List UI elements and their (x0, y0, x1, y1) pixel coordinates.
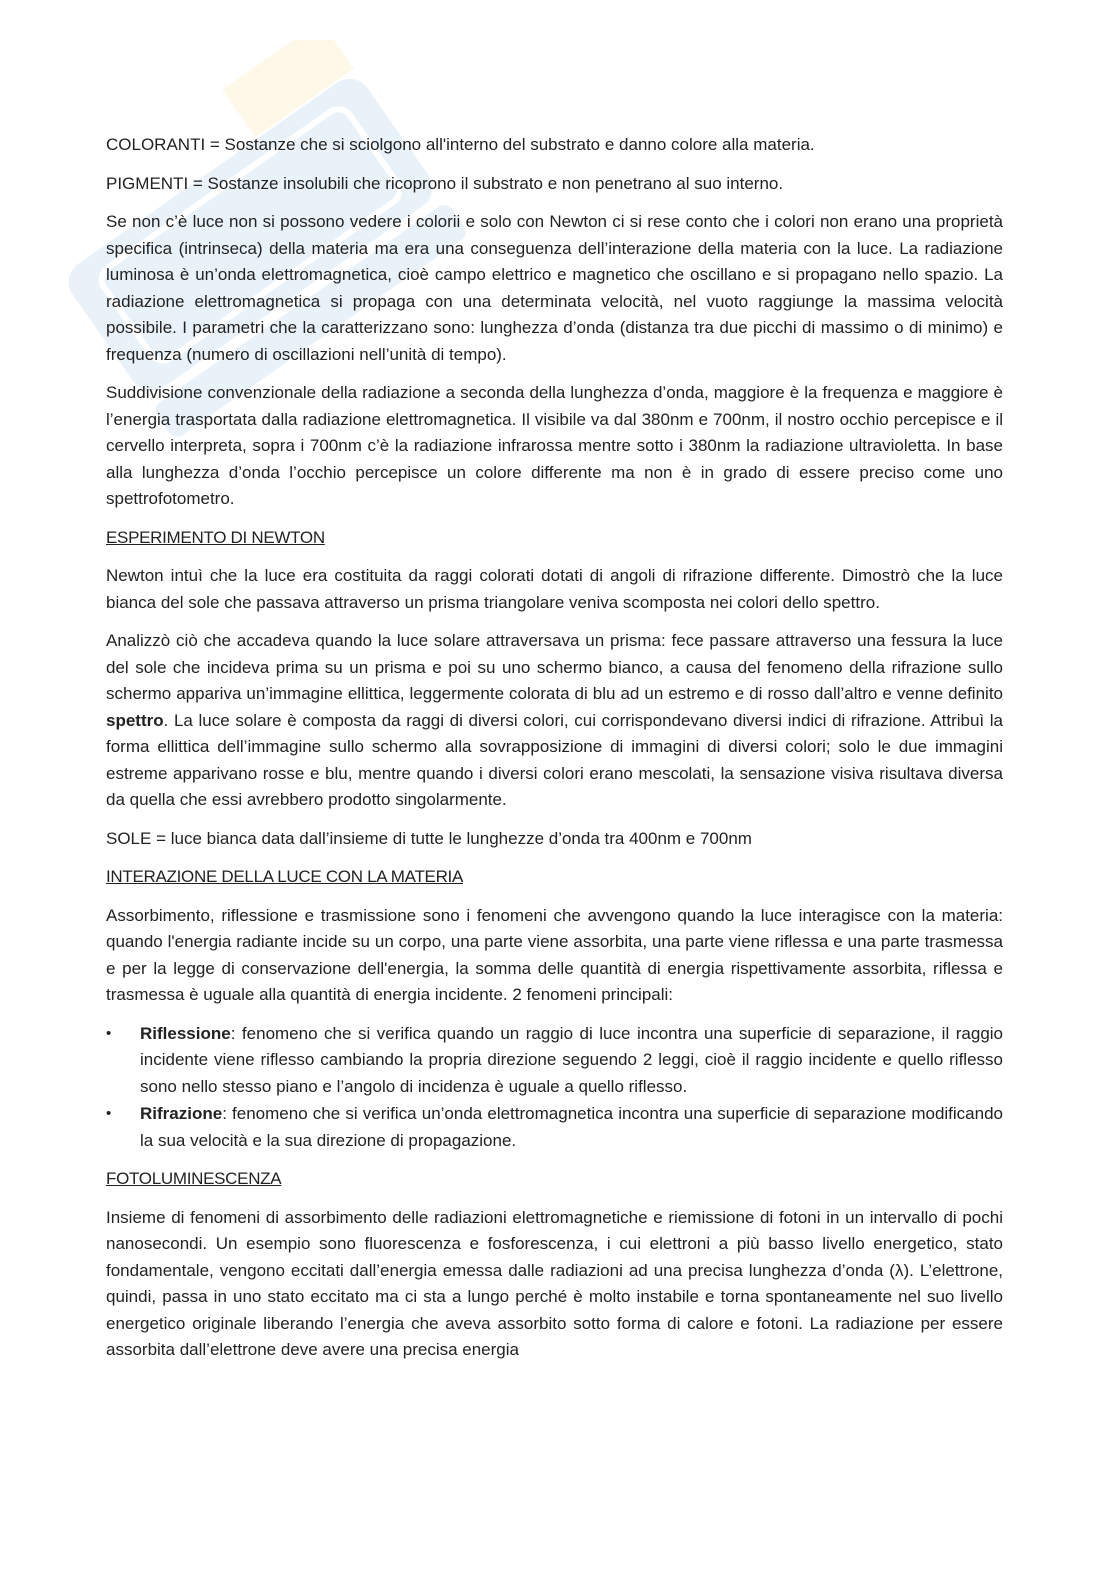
newton-paragraph-1: Newton intuì che la luce era costituita da raggi colorati dotati di angoli di rifrazione differente. Dimostrò che la luce bianca del sole che passava attraverso un prisma triangolare veniva scomposta nei colori dello spettro. (106, 566, 1003, 612)
list-item-rifrazione (106, 1101, 1003, 1154)
list-item-riflessione (106, 1021, 1003, 1101)
newton-p2-after: . La luce solare è composta da raggi di diversi colori, cui corrispondevano diversi indici di rifrazione. Attribuì la forma ellittica dell’immagine sullo schermo alla sovrapposizione di immagini di diversi colori; solo le due immagini estreme apparivano rosse e blu, mentre quando i diversi colori erano mescolati, la sensazione visiva risultava diversa da quella che essi avrebbero prodotto singolarmente. (106, 710, 1003, 809)
interazione-paragraph: Assorbimento, riflessione e trasmissione sono i fenomeni che avvengono quando la luce interagisce con la materia: quando l'energia radiante incide su un corpo, una parte viene assorbita, una parte viene riflessa e una parte trasmessa e per la legge di conservazione dell'energia, la somma delle quantità di energia rispettivamente assorbita, riflessa e trasmessa è uguale alla quantità di energia incidente. 2 fenomeni principali: (106, 905, 1003, 1004)
bullet-icon: • (106, 1105, 112, 1122)
luce-paragraph: Se non c’è luce non si possono vedere i colorii e solo con Newton ci si rese conto che i colori non erano una proprietà specifica (intrinseca) della materia ma era una conseguenza dell’interazione della materia con la luce. La radiazione luminosa è un’onda elettromagnetica, cioè campo elettrico e magnetico che oscillano e si propagano nello spazio. La radiazione elettromagnetica si propaga con una determinata velocità, nel vuoto raggiunge la massima velocità possibile. I parametri che la caratterizzano sono: lunghezza d’onda (distanza tra due picchi di massimo o di minimo) e frequenza (numero di oscillazioni nell’unità di tempo). (106, 212, 1003, 364)
section-heading-newton: ESPERIMENTO DI NEWTON (106, 527, 325, 547)
term-riflessione: Riflessione (140, 1023, 231, 1043)
section-heading-fotoluminescenza: FOTOLUMINESCENZA (106, 1169, 282, 1188)
newton-paragraph-2 (106, 628, 1003, 814)
phenomena-list (106, 1021, 1003, 1155)
newton-p2-before: Analizzò ciò che accadeva quando la luce solare attraversava un prisma: fece passare attraverso una fessura la luce del sole che incideva prima su un prisma e poi su uno schermo bianco, a causa del fenomeno della rifrazione sullo schermo appariva un’immagine ellittica, leggermente colorata di blu ad un estremo e di rosso dall’altro e venne definito (106, 631, 1003, 703)
bullet-icon: • (106, 1024, 112, 1042)
section-heading-interazione: INTERAZIONE DELLA LUCE CON LA MATERIA (106, 867, 464, 886)
document-page (106, 132, 1003, 1376)
riflessione-text: : fenomeno che si verifica quando un raggio di luce incontra una superficie di separazione, il raggio incidente viene riflesso cambiando la propria direzione seguendo 2 leggi, cioè il raggio incidente e quello riflesso sono nello stesso piano e l’angolo di incidenza è uguale a quello riflesso. (140, 1023, 1003, 1096)
coloranti-definition: COLORANTI = Sostanze che si sciolgono all'interno del substrato e danno colore alla materia. (106, 135, 815, 154)
sole-definition: SOLE = luce bianca data dall’insieme di tutte le lunghezze d’onda tra 400nm e 700nm (106, 828, 752, 848)
fotoluminescenza-paragraph: Insieme di fenomeni di assorbimento delle radiazioni elettromagnetiche e riemissione di fotoni in un intervallo di pochi nanosecondi. Un esempio sono fluorescenza e fosforescenza, i cui elettroni a più basso livello energetico, stato fondamentale, vengono eccitati dall’energia emessa dalle radiazioni ad una precisa lunghezza d’onda (λ). L’elettrone, quindi, passa in uno stato eccitato ma ci sta a lungo perché è molto instabile e torna spontaneamente nel suo livello energetico originale liberando l’energia che aveva assorbito sotto forma di calore e fotoni. La radiazione per essere assorbita dall’elettrone deve avere una precisa energia (106, 1207, 1003, 1359)
term-spettro: spettro (106, 710, 164, 730)
rifrazione-text: : fenomeno che si verifica un’onda elettromagnetica incontra una superficie di separazione modificando la sua velocità e la sua direzione di propagazione. (140, 1104, 1003, 1150)
term-rifrazione: Rifrazione (140, 1104, 223, 1123)
suddivisione-paragraph: Suddivisione convenzionale della radiazione a seconda della lunghezza d’onda, maggiore è la frequenza e maggiore è l’energia trasportata dalla radiazione elettromagnetica. Il visibile va dal 380nm e 700nm, il nostro occhio percepisce e il cervello interpreta, sopra i 700nm c’è la radiazione infrarossa mentre sotto i 380nm la radiazione ultravioletta. In base alla lunghezza d’onda l’occhio percepisce un colore differente ma non è in grado di essere preciso come uno spettrofotometro. (106, 383, 1003, 508)
pigmenti-definition: PIGMENTI = Sostanze insolubili che ricoprono il substrato e non penetrano al suo interno. (106, 173, 784, 193)
